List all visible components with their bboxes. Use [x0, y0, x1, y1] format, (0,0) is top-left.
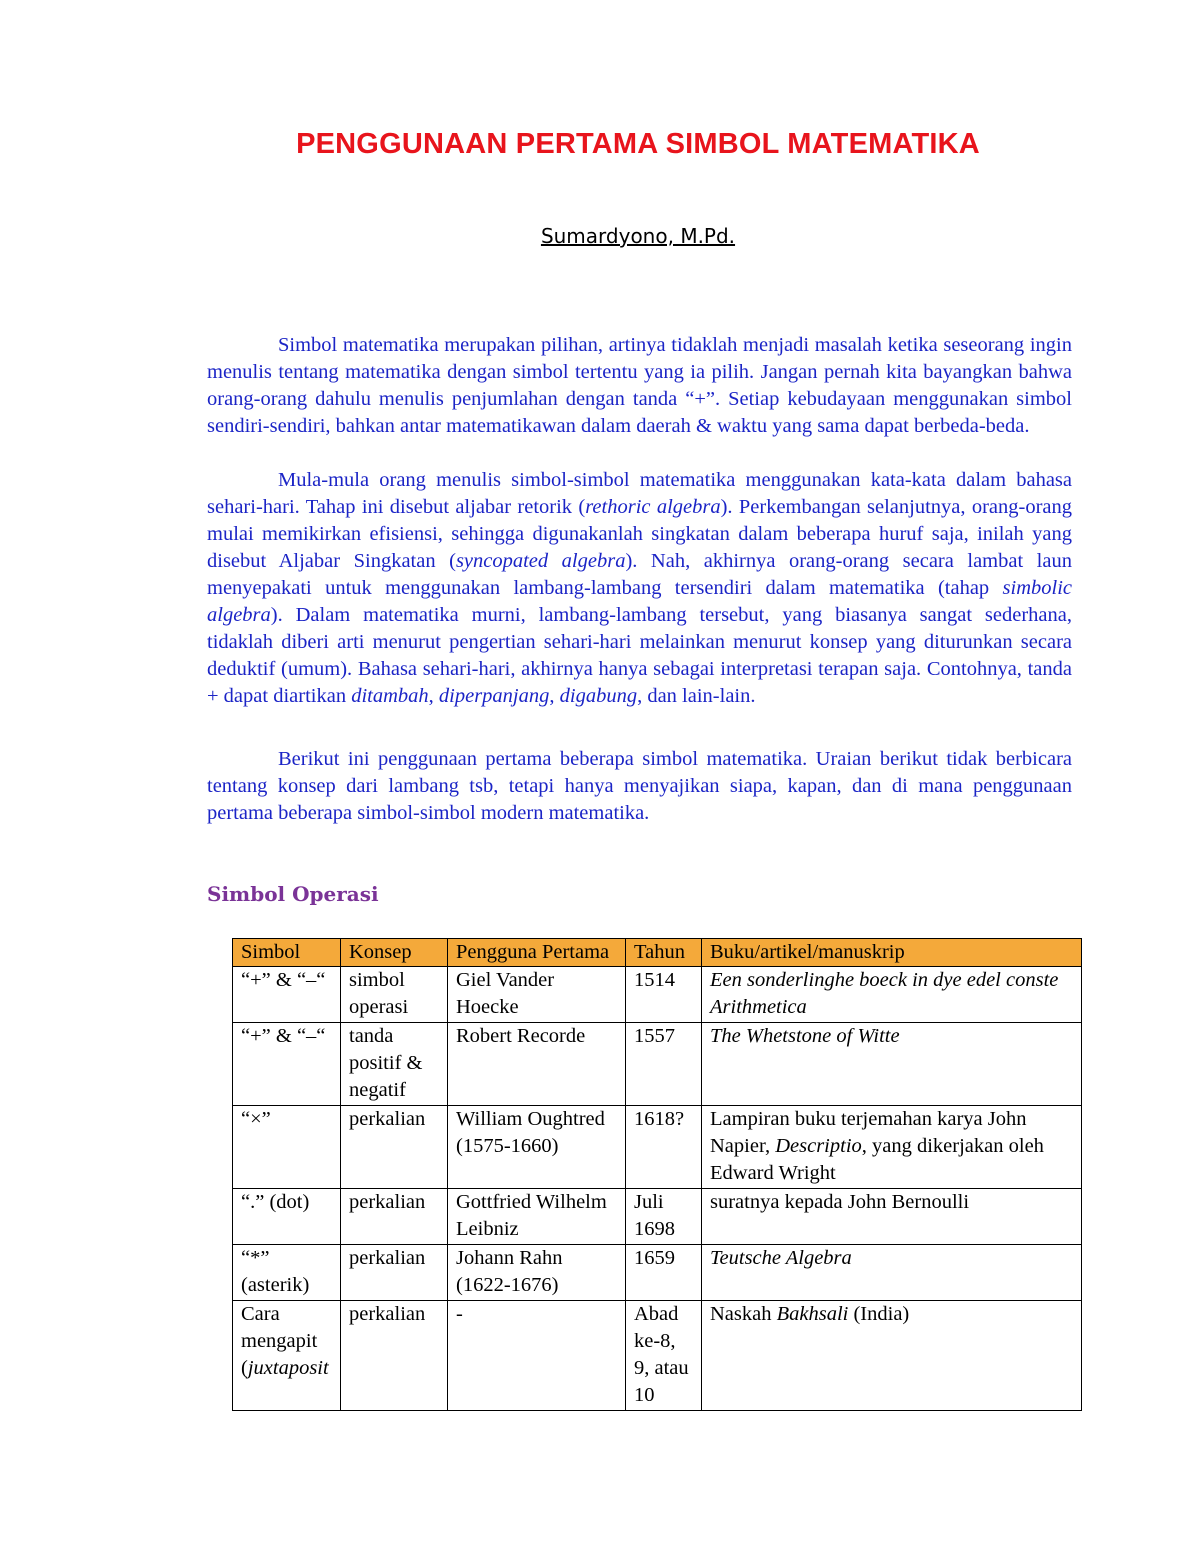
table-row [233, 1301, 1082, 1411]
cell-buku: Een sonderlinghe boeck in dye edel conste Arithmetica [702, 967, 1082, 1023]
book-title: Descriptio [775, 1135, 862, 1157]
header-tahun: Tahun [626, 939, 702, 967]
cell-pengguna: Johann Rahn (1622-1676) [448, 1245, 626, 1301]
symbol-table [232, 938, 1082, 1411]
text-run: ). Nah, akhirnya orang-orang secara lambat laun menyepakati untuk menggunakan lambang-lambang tersendiri dalam matematika (tahap [207, 550, 1072, 599]
text-run: , [428, 685, 439, 707]
header-konsep: Konsep [341, 939, 448, 967]
table-header-row [233, 939, 1082, 967]
cell-simbol: “×” [233, 1106, 341, 1189]
cell-pengguna: William Oughtred (1575-1660) [448, 1106, 626, 1189]
cell-tahun: 1618? [626, 1106, 702, 1189]
text-run: Lampiran buku terjemahan karya John Napier, [710, 1108, 1027, 1157]
cell-buku: suratnya kepada John Bernoulli [702, 1189, 1082, 1245]
cell-simbol [233, 1301, 341, 1411]
manuscript-name: Bakhsali [776, 1303, 849, 1325]
cell-buku [702, 1106, 1082, 1189]
cell-tahun: 1659 [626, 1245, 702, 1301]
term-simbolic-algebra: simbolic algebra [207, 577, 1072, 626]
table-row [233, 1023, 1082, 1106]
table-row [233, 967, 1082, 1023]
table-row [233, 1245, 1082, 1301]
text-run: , yang dikerjakan oleh Edward Wright [710, 1135, 1044, 1184]
text-run: (India) [848, 1303, 910, 1325]
cell-tahun: 1514 [626, 967, 702, 1023]
table-row [233, 1106, 1082, 1189]
cell-pengguna: Giel Vander Hoecke [448, 967, 626, 1023]
text-run: ). Dalam matematika murni, lambang-lambang tersebut, yang biasanya sangat sederhana, tidaklah diberi arti menurut pengertian sehari-hari melainkan menurut konsep yang diturunkan secara deduktif (umum). Bahasa sehari-hari, akhirnya hanya sebagai interpretasi terapan saja. Contohnya, tanda + dapat diartikan [207, 604, 1072, 707]
term-juxtaposit: juxtaposit [247, 1357, 329, 1379]
cell-pengguna: Gottfried Wilhelm Leibniz [448, 1189, 626, 1245]
cell-simbol: “.” (dot) [233, 1189, 341, 1245]
cell-simbol: “+” & “–“ [233, 1023, 341, 1106]
text-run: , [549, 685, 560, 707]
term-rethoric-algebra: rethoric algebra [585, 496, 721, 518]
cell-buku: The Whetstone of Witte [702, 1023, 1082, 1106]
document-title: PENGGUNAAN PERTAMA SIMBOL MATEMATIKA [296, 128, 980, 160]
paragraph-history [207, 467, 1072, 710]
cell-simbol: “*” (asterik) [233, 1245, 341, 1301]
text-run: , dan lain-lain. [637, 685, 756, 707]
header-pengguna-pertama: Pengguna Pertama [448, 939, 626, 967]
cell-simbol: “+” & “–“ [233, 967, 341, 1023]
cell-pengguna: Robert Recorde [448, 1023, 626, 1106]
term-ditambah: ditambah [351, 685, 429, 707]
cell-konsep: perkalian [341, 1301, 448, 1411]
text-run: Cara mengapit ( [241, 1303, 318, 1379]
paragraph-overview: Berikut ini penggunaan pertama beberapa simbol matematika. Uraian berikut tidak berbicara tentang konsep dari lambang tsb, tetapi hanya menyajikan siapa, kapan, dan di mana penggunaan pertama beberapa simbol-simbol modern matematika. [207, 748, 1072, 824]
cell-buku [702, 1301, 1082, 1411]
header-simbol: Simbol [233, 939, 341, 967]
cell-tahun: 1557 [626, 1023, 702, 1106]
cell-konsep: simbol operasi [341, 967, 448, 1023]
cell-konsep: perkalian [341, 1189, 448, 1245]
section-heading: Simbol Operasi [207, 882, 379, 906]
term-digabung: digabung [559, 685, 638, 707]
cell-tahun: Juli 1698 [626, 1189, 702, 1245]
cell-buku: Teutsche Algebra [702, 1245, 1082, 1301]
author-name: Sumardyono, M.Pd. [540, 224, 736, 248]
cell-pengguna: - [448, 1301, 626, 1411]
header-buku: Buku/artikel/manuskrip [702, 939, 1082, 967]
cell-konsep: perkalian [341, 1106, 448, 1189]
cell-tahun: Abad ke-8, 9, atau 10 [626, 1301, 702, 1411]
table-row [233, 1189, 1082, 1245]
paragraph-intro: Simbol matematika merupakan pilihan, artinya tidaklah menjadi masalah ketika seseorang ingin menulis tentang matematika dengan simbol tertentu yang ia pilih. Jangan pernah kita bayangkan bahwa orang-orang dahulu menulis penjumlahan dengan tanda “+”. Setiap kebudayaan menggunakan simbol sendiri-sendiri, bahkan antar matematikawan dalam daerah & waktu yang sama dapat berbeda-beda. [207, 334, 1072, 437]
text-run: Naskah [710, 1303, 777, 1325]
cell-konsep: perkalian [341, 1245, 448, 1301]
term-syncopated-algebra: syncopated algebra [455, 550, 626, 572]
term-diperpanjang: diperpanjang [438, 685, 550, 707]
cell-konsep: tanda positif & negatif [341, 1023, 448, 1106]
text-run: ). Perkembangan selanjutnya, orang-orang mulai memikirkan efisiensi, sehingga digunakanlah singkatan dalam beberapa huruf saja, inilah yang disebut Aljabar Singkatan ( [207, 496, 1073, 572]
text-run: Mula-mula orang menulis simbol-simbol matematika menggunakan kata-kata dalam bahasa sehari-hari. Tahap ini disebut aljabar retorik ( [207, 469, 1072, 518]
